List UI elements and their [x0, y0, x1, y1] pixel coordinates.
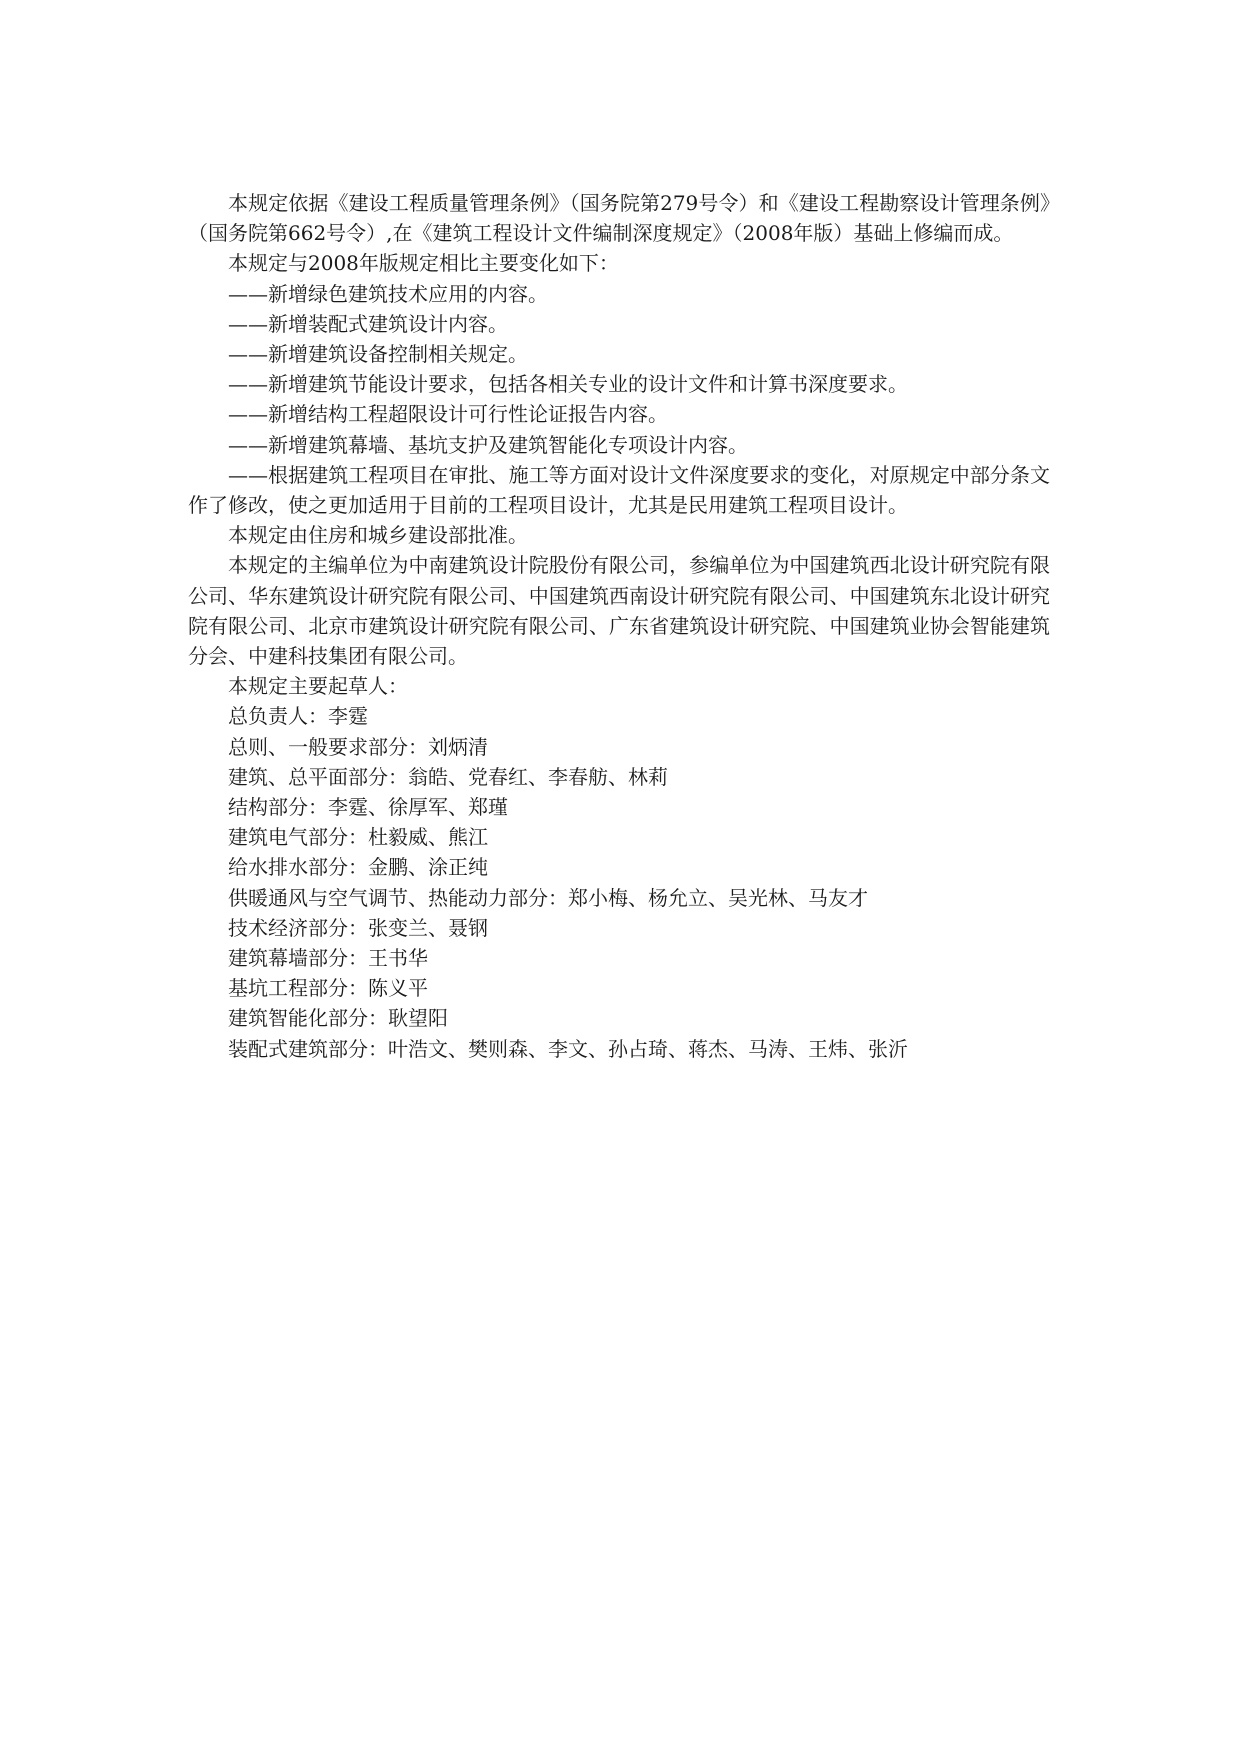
- change-item: ——新增建筑节能设计要求，包括各相关专业的设计文件和计算书深度要求。: [228, 372, 908, 397]
- document-body: [188, 188, 1050, 1064]
- intro-paragraph: 本规定依据《建设工程质量管理条例》（国务院第279号令）和《建设工程勘察设计管理条例》（国务院第662号令）,在《建筑工程设计文件编制深度规定》（2008年版）基础上修编而成。: [188, 191, 1050, 246]
- drafter-line: 给水排水部分：金鹏、涂正纯: [228, 855, 488, 880]
- drafter-line: 建筑幕墙部分：王书华: [228, 946, 428, 971]
- units-paragraph: 本规定的主编单位为中南建筑设计院股份有限公司，参编单位为中国建筑西北设计研究院有限公司、华东建筑设计研究院有限公司、中国建筑西南设计研究院有限公司、中国建筑东北设计研究院有限公司、北京市建筑设计研究院有限公司、广东省建筑设计研究院、中国建筑业协会智能建筑分会、中建科技集团有限公司。: [188, 553, 1050, 669]
- drafter-line: 结构部分：李霆、徐厚军、郑瑾: [228, 795, 508, 820]
- drafter-line: 总负责人：李霆: [228, 704, 368, 729]
- change-item: ——新增建筑幕墙、基坑支护及建筑智能化专项设计内容。: [228, 432, 748, 457]
- drafter-line: 建筑电气部分：杜毅威、熊江: [228, 825, 488, 850]
- change-item: ——根据建筑工程项目在审批、施工等方面对设计文件深度要求的变化，对原规定中部分条文作了修改，使之更加适用于目前的工程项目设计，尤其是民用建筑工程项目设计。: [188, 462, 1050, 518]
- approval-paragraph: 本规定由住房和城乡建设部批准。: [228, 523, 528, 548]
- drafter-line: 基坑工程部分：陈义平: [228, 976, 428, 1001]
- drafters-heading: 本规定主要起草人：: [228, 674, 408, 699]
- change-item: ——新增绿色建筑技术应用的内容。: [228, 281, 548, 306]
- drafter-line: 供暖通风与空气调节、热能动力部分：郑小梅、杨允立、吴光林、马友才: [228, 885, 868, 910]
- drafter-line: 建筑、总平面部分：翁皓、党春红、李春舫、林莉: [228, 764, 668, 789]
- change-item: ——新增结构工程超限设计可行性论证报告内容。: [228, 402, 668, 427]
- drafter-line: 总则、一般要求部分：刘炳清: [228, 734, 488, 759]
- drafter-line: 装配式建筑部分：叶浩文、樊则森、李文、孙占琦、蒋杰、马涛、王炜、张沂: [228, 1036, 908, 1061]
- drafter-line: 建筑智能化部分：耿望阳: [228, 1006, 448, 1031]
- drafter-line: 技术经济部分：张变兰、聂钢: [228, 915, 488, 940]
- change-item: ——新增装配式建筑设计内容。: [228, 311, 508, 336]
- change-item: ——新增建筑设备控制相关规定。: [228, 342, 528, 367]
- changes-heading: 本规定与2008年版规定相比主要变化如下：: [228, 251, 619, 276]
